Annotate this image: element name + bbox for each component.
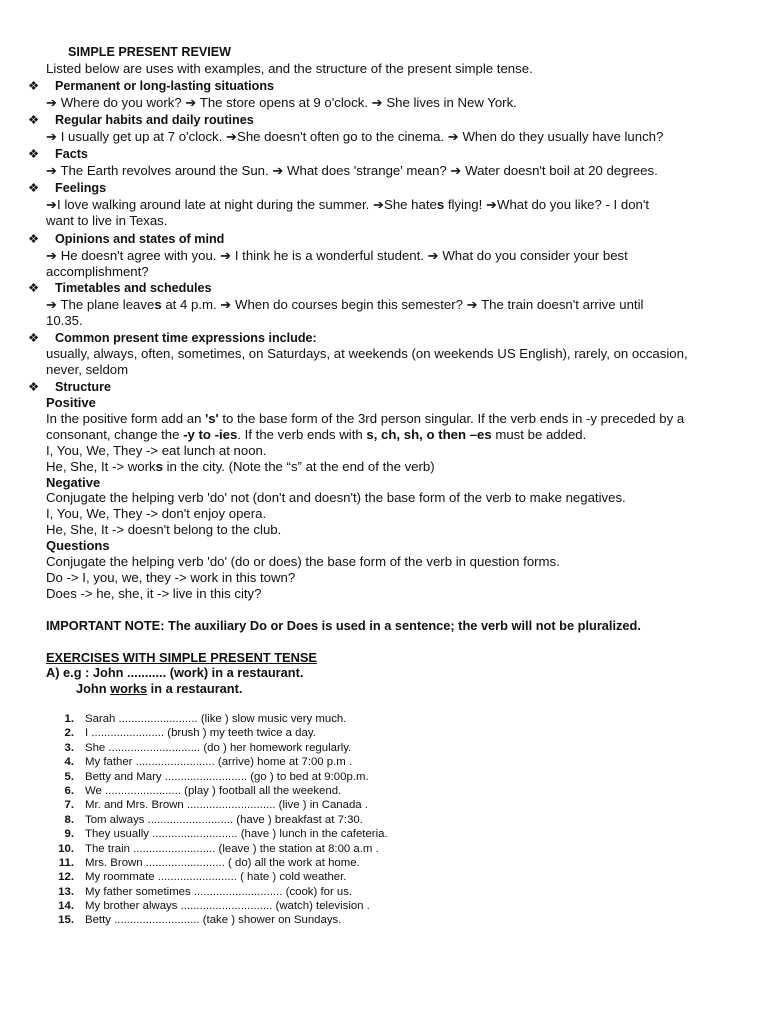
- section-heading-feelings: ❖ Feelings: [28, 181, 107, 195]
- exercise-text: Tom always ........................... (have ) breakfast at 7:30.: [85, 813, 363, 826]
- example-line: ➔ The Earth revolves around the Sun. ➔ What does 'strange' mean? ➔ Water doesn't boil at 20 degrees.: [46, 163, 658, 178]
- negative-example: He, She, It -> doesn't belong to the club.: [46, 522, 282, 537]
- important-note: IMPORTANT NOTE: The auxiliary Do or Does is used in a sentence; the verb will not be pluralized.: [46, 618, 641, 633]
- positive-rule: consonant, change the -y to -ies. If the verb ends with s, ch, sh, o then –es must be added.: [46, 427, 587, 442]
- example-line: ➔ He doesn't agree with you. ➔ I think he is a wonderful student. ➔ What do you consider your best: [46, 248, 628, 263]
- section-heading-permanent: ❖ Permanent or long-lasting situations: [28, 79, 275, 93]
- exercise-number: 4.: [64, 756, 74, 769]
- example-line: accomplishment?: [46, 264, 149, 279]
- section-heading-timetables: ❖ Timetables and schedules: [28, 281, 212, 295]
- exercise-number: 12.: [58, 871, 74, 884]
- diamond-bullet-icon: ❖: [28, 331, 40, 345]
- questions-heading: Questions: [46, 538, 110, 553]
- positive-example: I, You, We, They -> eat lunch at noon.: [46, 443, 267, 458]
- expressions-line: usually, always, often, sometimes, on Saturdays, at weekends (on weekends US English), rarely, on occasion,: [46, 346, 688, 361]
- exercise-example-answer: John works in a restaurant.: [76, 681, 243, 696]
- diamond-bullet-icon: ❖: [28, 232, 40, 246]
- exercise-text: Sarah ......................... (like ) slow music very much.: [85, 713, 347, 725]
- section-heading-facts: ❖ Facts: [28, 147, 88, 161]
- exercise-text: My father ......................... (arrive) home at 7:00 p.m .: [85, 756, 353, 769]
- exercise-text: We ........................ (play ) football all the weekend.: [85, 784, 342, 797]
- section-heading-expressions: ❖ Common present time expressions include:: [28, 331, 317, 345]
- exercise-number: 3.: [64, 741, 74, 754]
- exercise-number: 6.: [64, 784, 74, 797]
- exercise-number: 5.: [64, 770, 74, 783]
- exercise-text: I ....................... (brush ) my teeth twice a day.: [85, 727, 316, 740]
- section-heading-opinions: ❖ Opinions and states of mind: [28, 232, 225, 246]
- example-line: ➔I love walking around late at night during the summer. ➔She hates flying! ➔What do you like? - I don't: [46, 197, 650, 212]
- exercise-number: 14.: [58, 900, 74, 913]
- example-line: 10.35.: [46, 313, 83, 328]
- exercise-text: Betty and Mary .......................... (go ) to bed at 9:00p.m.: [85, 770, 369, 783]
- negative-example: I, You, We, They -> don't enjoy opera.: [46, 506, 267, 521]
- negative-heading: Negative: [46, 475, 101, 490]
- exercise-text: Mrs. Brown ......................... ( do) all the work at home.: [85, 856, 360, 869]
- exercise-text: She ............................. (do ) her homework regularly.: [85, 741, 352, 754]
- diamond-bullet-icon: ❖: [28, 147, 40, 161]
- exercise-text: My brother always ............................. (watch) television .: [85, 900, 370, 913]
- example-line: ➔ The plane leaves at 4 p.m. ➔ When do courses begin this semester? ➔ The train doesn't arrive until: [46, 297, 644, 312]
- section-heading-structure: ❖ Structure: [28, 380, 111, 394]
- diamond-bullet-icon: ❖: [28, 113, 40, 127]
- exercise-number: 13.: [58, 885, 74, 898]
- negative-rule: Conjugate the helping verb 'do' not (don't and doesn't) the base form of the verb to make negatives.: [46, 490, 626, 505]
- diamond-bullet-icon: ❖: [28, 79, 40, 93]
- exercise-text: Betty ........................... (take ) shower on Sundays.: [85, 914, 342, 927]
- example-line: want to live in Texas.: [46, 213, 168, 228]
- diamond-bullet-icon: ❖: [28, 380, 40, 394]
- expressions-line: never, seldom: [46, 362, 129, 377]
- example-line: ➔ I usually get up at 7 o'clock. ➔She doesn't often go to the cinema. ➔ When do they usually have lunch?: [46, 129, 664, 144]
- diamond-bullet-icon: ❖: [28, 181, 40, 195]
- exercise-number: 11.: [58, 856, 74, 869]
- exercise-text: The train .......................... (leave ) the station at 8:00 a.m .: [85, 842, 379, 855]
- page-title: SIMPLE PRESENT REVIEW: [68, 45, 232, 59]
- exercise-number: 7.: [64, 799, 74, 812]
- example-line: ➔ Where do you work? ➔ The store opens at 9 o'clock. ➔ She lives in New York.: [46, 95, 517, 110]
- exercise-number: 1.: [64, 713, 74, 725]
- questions-example: Does -> he, she, it -> live in this city?: [46, 586, 262, 601]
- intro-text: Listed below are uses with examples, and the structure of the present simple tense.: [46, 61, 533, 76]
- exercise-text: They usually ........................... (have ) lunch in the cafeteria.: [85, 828, 388, 841]
- section-heading-habits: ❖ Regular habits and daily routines: [28, 113, 254, 127]
- diamond-bullet-icon: ❖: [28, 281, 40, 295]
- exercise-number: 8.: [64, 813, 74, 826]
- exercise-number: 9.: [64, 828, 74, 841]
- exercises-heading: EXERCISES WITH SIMPLE PRESENT TENSE: [46, 650, 317, 665]
- exercise-number: 10.: [58, 842, 74, 855]
- exercise-text: Mr. and Mrs. Brown ............................ (live ) in Canada .: [85, 799, 368, 812]
- exercise-example-prompt: A) e.g : John ........... (work) in a restaurant.: [46, 665, 304, 680]
- questions-example: Do -> I, you, we, they -> work in this town?: [46, 570, 296, 585]
- exercise-text: My roommate ......................... ( hate ) cold weather.: [85, 871, 347, 884]
- exercise-number: 2.: [64, 727, 74, 740]
- positive-rule: In the positive form add an 's' to the base form of the 3rd person singular. If the verb ends in -y preceded by a: [46, 411, 685, 426]
- questions-rule: Conjugate the helping verb 'do' (do or does) the base form of the verb in question forms.: [46, 554, 560, 569]
- positive-heading: Positive: [46, 395, 96, 410]
- exercise-text: My father sometimes ............................ (cook) for us.: [85, 885, 353, 898]
- exercise-number: 15.: [58, 914, 74, 927]
- positive-example: He, She, It -> works in the city. (Note the “s” at the end of the verb): [46, 459, 435, 474]
